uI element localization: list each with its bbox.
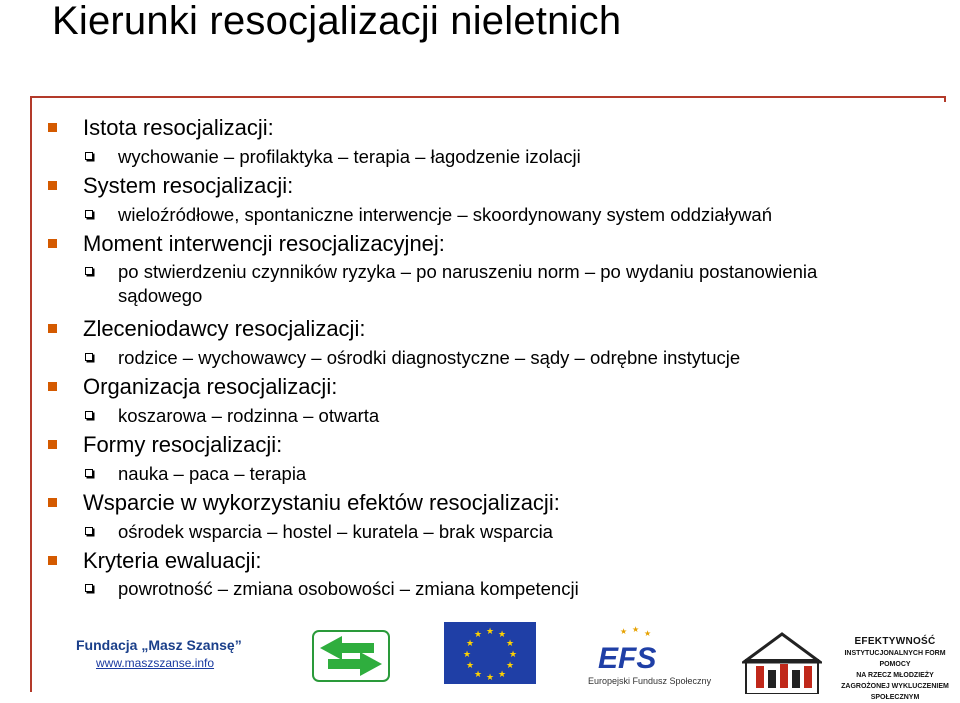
box-bullet-icon: [85, 210, 93, 218]
foundation-link[interactable]: www.maszszanse.info: [96, 656, 215, 670]
square-bullet-icon: [48, 382, 57, 391]
square-bullet-icon: [48, 556, 57, 565]
list-item: [40, 200, 940, 229]
efficiency-line: ZAGROŻONEJ WYKLUCZENIEM SPOŁECZNYM: [841, 683, 949, 701]
item-text: ośrodek wsparcia – hostel – kuratela – brak wsparcia: [118, 520, 553, 542]
svg-text:★: ★: [465, 661, 475, 671]
svg-text:★: ★: [462, 650, 472, 660]
frame-top-line: [30, 96, 946, 98]
item-text: po stwierdzeniu czynników ryzyka – po naruszeniu norm – po wydaniu postanowienia sądowego: [118, 261, 818, 307]
item-text: nauka – paca – terapia: [118, 462, 307, 484]
box-bullet-icon: [85, 411, 93, 419]
box-bullet-icon: [85, 152, 93, 160]
item-text: powrotność – zmiana osobowości – zmiana kompetencji: [118, 578, 579, 600]
list-item: [40, 488, 940, 517]
box-bullet-icon: [85, 267, 93, 275]
svg-text:★: ★: [644, 629, 652, 638]
square-bullet-icon: [48, 440, 57, 449]
list-item: [40, 372, 940, 401]
item-text: System resocjalizacji:: [83, 172, 294, 198]
svg-text:★: ★: [620, 627, 628, 636]
svg-text:★: ★: [632, 625, 640, 634]
item-text: Wsparcie w wykorzystaniu efektów resocjalizacji:: [83, 489, 560, 515]
svg-text:★: ★: [505, 661, 515, 671]
efs-caption: Europejski Fundusz Społeczny: [588, 676, 712, 686]
item-text: Organizacja resocjalizacji:: [83, 374, 338, 400]
bullet-list: [40, 113, 940, 603]
list-item: [40, 113, 940, 142]
list-item: [40, 546, 940, 575]
list-item: [40, 517, 940, 546]
item-text: rodzice – wychowawcy – ośrodki diagnostyczne – sądy – odrębne instytucje: [118, 347, 741, 369]
efficiency-title: EFEKTYWNOŚĆ: [854, 636, 936, 647]
square-bullet-icon: [48, 123, 57, 132]
svg-text:★: ★: [505, 639, 515, 649]
box-bullet-icon: [85, 469, 93, 477]
square-bullet-icon: [48, 498, 57, 507]
page-title: Kierunki resocjalizacji nieletnich: [52, 0, 622, 43]
house-logo-icon: [742, 630, 822, 694]
square-bullet-icon: [48, 181, 57, 190]
efs-logo-icon: [590, 624, 670, 676]
list-item: [40, 257, 940, 314]
list-item: [40, 430, 940, 459]
item-text: wieloźródłowe, spontaniczne interwencje – skoordynowany system oddziaływań: [118, 203, 773, 225]
arrows-logo-icon: [312, 630, 390, 682]
list-item: [40, 459, 940, 488]
item-text: Kryteria ewaluacji:: [83, 547, 262, 573]
footer-logos: [0, 600, 960, 701]
frame-right-tick: [944, 96, 946, 102]
item-text: Istota resocjalizacji:: [83, 115, 274, 140]
efficiency-line: INSTYTUCJONALNYCH FORM POMOCY: [844, 650, 946, 668]
item-text: koszarowa – rodzinna – otwarta: [118, 405, 380, 427]
box-bullet-icon: [85, 584, 93, 592]
square-bullet-icon: [48, 239, 57, 248]
box-bullet-icon: [85, 353, 93, 361]
list-item: [40, 142, 940, 171]
efficiency-line: NA RZECZ MŁODZIEŻY: [856, 672, 934, 679]
svg-text:★: ★: [497, 670, 507, 680]
list-item: [40, 401, 940, 430]
item-text: Formy resocjalizacji:: [83, 432, 283, 458]
svg-text:★: ★: [508, 650, 518, 660]
svg-text:★: ★: [485, 627, 495, 637]
item-text: wychowanie – profilaktyka – terapia – łagodzenie izolacji: [118, 145, 581, 167]
svg-text:★: ★: [465, 639, 475, 649]
list-item: [40, 229, 940, 258]
svg-text:★: ★: [473, 670, 483, 680]
eu-flag-icon: [444, 622, 536, 684]
svg-text:★: ★: [473, 630, 483, 640]
foundation-name: Fundacja „Masz Szansę”: [76, 637, 242, 653]
svg-text:★: ★: [497, 630, 507, 640]
efficiency-text-block: [830, 636, 960, 703]
item-text: Moment interwencji resocjalizacyjnej:: [83, 230, 445, 256]
svg-text:EFS: EFS: [598, 642, 657, 675]
list-item: [40, 314, 940, 343]
box-bullet-icon: [85, 527, 93, 535]
list-item: [40, 343, 940, 372]
item-text: Zleceniodawcy resocjalizacji:: [83, 316, 366, 342]
svg-text:★: ★: [485, 673, 495, 683]
square-bullet-icon: [48, 324, 57, 333]
list-item: [40, 171, 940, 200]
